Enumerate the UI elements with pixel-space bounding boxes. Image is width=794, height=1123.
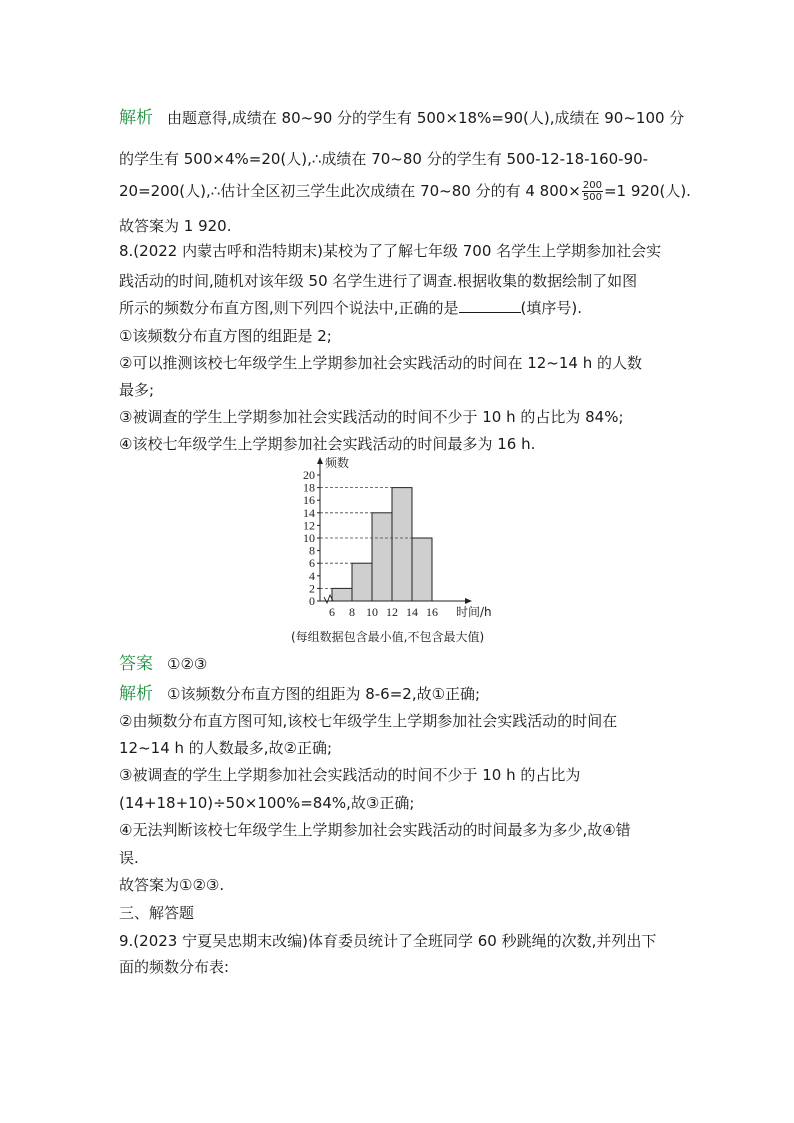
y-tick-label: 18 xyxy=(303,480,315,495)
y-tick-label: 4 xyxy=(309,568,315,583)
x-tick-label: 8 xyxy=(349,605,355,619)
option-4: ④该校七年级学生上学期参加社会实践活动的时间最多为 16 h. xyxy=(119,435,536,453)
analysis-line-3 xyxy=(119,180,691,203)
option-1: ①该频数分布直方图的组距是 2; xyxy=(119,327,332,345)
analysis2-line-8: 故答案为①②③. xyxy=(119,876,225,894)
question-9-line-1: 9.(2023 宁夏吴忠期末改编)体育委员统计了全班同学 60 秒跳绳的次数,并列出下 xyxy=(119,932,657,950)
histogram-bar xyxy=(352,563,372,601)
y-tick-label: 16 xyxy=(303,493,315,508)
question-8-line-1: 8.(2022 内蒙古呼和浩特期末)某校为了了解七年级 700 名学生上学期参加社会实 xyxy=(119,242,662,260)
y-tick-label: 0 xyxy=(309,594,315,608)
answer-blank xyxy=(459,298,521,313)
option-2-line-1: ②可以推测该校七年级学生上学期参加社会实践活动的时间在 12~14 h 的人数 xyxy=(119,354,643,372)
x-axis-arrow xyxy=(465,598,472,604)
y-tick-label: 14 xyxy=(303,505,315,520)
option-2-line-2: 最多; xyxy=(119,381,155,399)
fraction-denominator: 500 xyxy=(582,192,602,203)
x-tick-label: 10 xyxy=(366,605,378,619)
answer-text: ①②③ xyxy=(167,655,208,673)
y-tick-label: 12 xyxy=(303,518,315,533)
x-axis-title: 时间/h xyxy=(456,605,492,619)
answer-line xyxy=(119,654,207,674)
x-tick-label: 6 xyxy=(329,605,335,619)
analysis2-line-1 xyxy=(119,684,480,704)
histogram-bar xyxy=(412,538,432,601)
answer-tag: 答案 xyxy=(119,654,153,674)
y-tick-label: 8 xyxy=(309,543,315,558)
analysis2-line-6: ④无法判断该校七年级学生上学期参加社会实践活动的时间最多为多少,故④错 xyxy=(119,821,631,839)
question-8-line-3 xyxy=(119,298,582,318)
histogram xyxy=(290,455,510,625)
analysis-text-post: =1 920(人). xyxy=(603,182,691,200)
histogram-bar xyxy=(392,488,412,601)
histogram-bar xyxy=(372,513,392,601)
analysis-text-pre: 20=200(人),∴估计全区初三学生此次成绩在 70~80 分的有 4 800× xyxy=(119,182,581,200)
y-axis-title: 频数 xyxy=(325,456,350,470)
y-axis-arrow xyxy=(317,457,323,464)
histogram-bar xyxy=(332,588,352,601)
section-3-title: 三、解答题 xyxy=(119,904,195,922)
y-tick-label: 10 xyxy=(303,531,315,545)
analysis-line-1 xyxy=(119,108,684,128)
y-tick-label: 6 xyxy=(309,556,315,571)
y-tick-label: 20 xyxy=(303,468,315,482)
analysis2-line-2: ②由频数分布直方图可知,该校七年级学生上学期参加社会实践活动的时间在 xyxy=(119,712,618,730)
analysis2-text: ①该频数分布直方图的组距为 8-6=2,故①正确; xyxy=(167,685,481,703)
x-tick-label: 16 xyxy=(426,605,438,619)
x-tick-label: 12 xyxy=(386,605,398,619)
question-8-text-pre: 所示的频数分布直方图,则下列四个说法中,正确的是 xyxy=(119,299,459,317)
analysis-text: 由题意得,成绩在 80~90 分的学生有 500×18%=90(人),成绩在 90~100 分 xyxy=(167,109,685,127)
analysis2-line-7: 误. xyxy=(119,849,139,867)
question-8-text-post: (填序号). xyxy=(520,299,583,317)
analysis-line-2: 的学生有 500×4%=20(人),∴成绩在 70~80 分的学生有 500-12-18-160-90- xyxy=(119,150,649,168)
option-3: ③被调查的学生上学期参加社会实践活动的时间不少于 10 h 的占比为 84%; xyxy=(119,408,624,426)
analysis-tag: 解析 xyxy=(119,108,153,128)
question-9-line-2: 面的频数分布表: xyxy=(119,958,230,976)
analysis2-line-5: (14+18+10)÷50×100%=84%,故③正确; xyxy=(119,794,415,812)
chart-caption: (每组数据包含最小值,不包含最大值) xyxy=(291,630,485,644)
analysis2-line-4: ③被调查的学生上学期参加社会实践活动的时间不少于 10 h 的占比为 xyxy=(119,766,581,784)
analysis2-tag: 解析 xyxy=(119,684,153,704)
x-tick-label: 14 xyxy=(406,605,418,619)
analysis-line-4: 故答案为 1 920. xyxy=(119,217,232,235)
question-8-line-2: 践活动的时间,随机对该年级 50 名学生进行了调查.根据收集的数据绘制了如图 xyxy=(119,272,638,290)
analysis2-line-3: 12~14 h 的人数最多,故②正确; xyxy=(119,739,333,757)
y-tick-label: 2 xyxy=(309,581,315,596)
fraction xyxy=(582,180,603,203)
fraction-numerator: 200 xyxy=(582,180,602,191)
